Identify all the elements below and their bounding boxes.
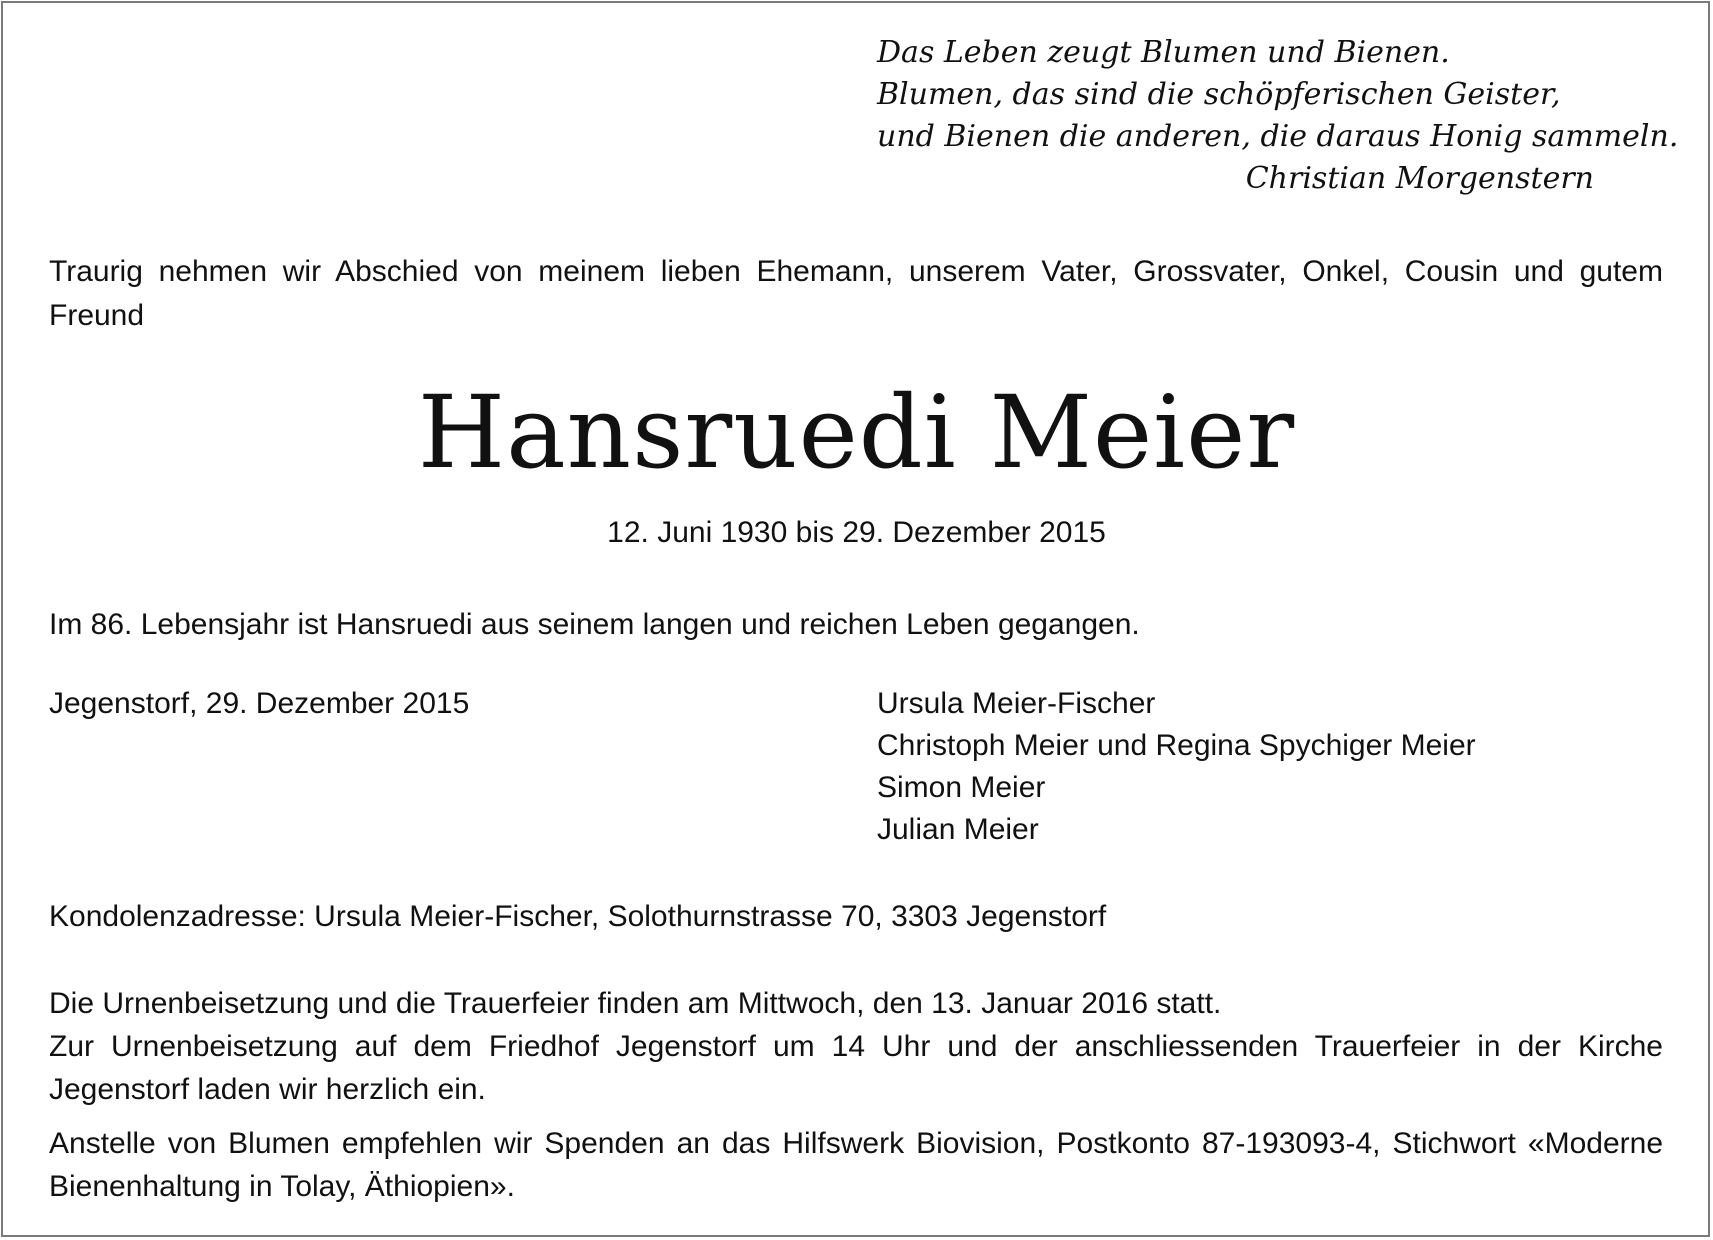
life-dates: 12. Juni 1930 bis 29. Dezember 2015 — [607, 516, 1106, 549]
life-statement: Im 86. Lebensjahr ist Hansruedi aus seinem langen und reichen Leben gegangen. — [49, 608, 1140, 641]
quote-line: Blumen, das sind die schöpferischen Geister, — [877, 77, 1561, 112]
survivor-name: Christoph Meier und Regina Spychiger Meier — [877, 729, 1476, 762]
survivor-name: Ursula Meier-Fischer — [877, 687, 1156, 720]
intro-text: Traurig nehmen wir Abschied von meinem lieben Ehemann, unserem Vater, Grossvater, Onkel, Cousin und gutem Freund — [49, 255, 1663, 332]
quote-line: und Bienen die anderen, die daraus Honig sammeln. — [877, 119, 1679, 154]
quote-author: Christian Morgenstern — [1245, 161, 1594, 196]
ceremony-info — [49, 982, 1663, 1111]
survivor-name: Simon Meier — [877, 771, 1046, 804]
deceased-name: Hansruedi Meier — [417, 374, 1296, 491]
donation-request: Anstelle von Blumen empfehlen wir Spenden an das Hilfswerk Biovision, Postkonto 87-193093-4, Stichwort «Moderne Bienenhaltung in Tolay, Äthiopien». — [49, 1127, 1663, 1203]
survivor-name: Julian Meier — [877, 813, 1039, 846]
ceremony-line-1: Die Urnenbeisetzung und die Trauerfeier finden am Mittwoch, den 13. Januar 2016 statt. — [49, 987, 1222, 1020]
quote-line: Das Leben zeugt Blumen und Bienen. — [877, 35, 1450, 70]
condolence-address: Kondolenzadresse: Ursula Meier-Fischer, Solothurnstrasse 70, 3303 Jegenstorf — [49, 900, 1107, 933]
place-date: Jegenstorf, 29. Dezember 2015 — [49, 687, 470, 720]
ceremony-line-2: Zur Urnenbeisetzung auf dem Friedhof Jegenstorf um 14 Uhr und der anschliessenden Trauerfeier in der Kirche Jegenstorf laden wir herzlich ein. — [49, 1030, 1663, 1106]
survivors-list — [877, 683, 1476, 851]
epigraph-quote — [877, 32, 1679, 200]
